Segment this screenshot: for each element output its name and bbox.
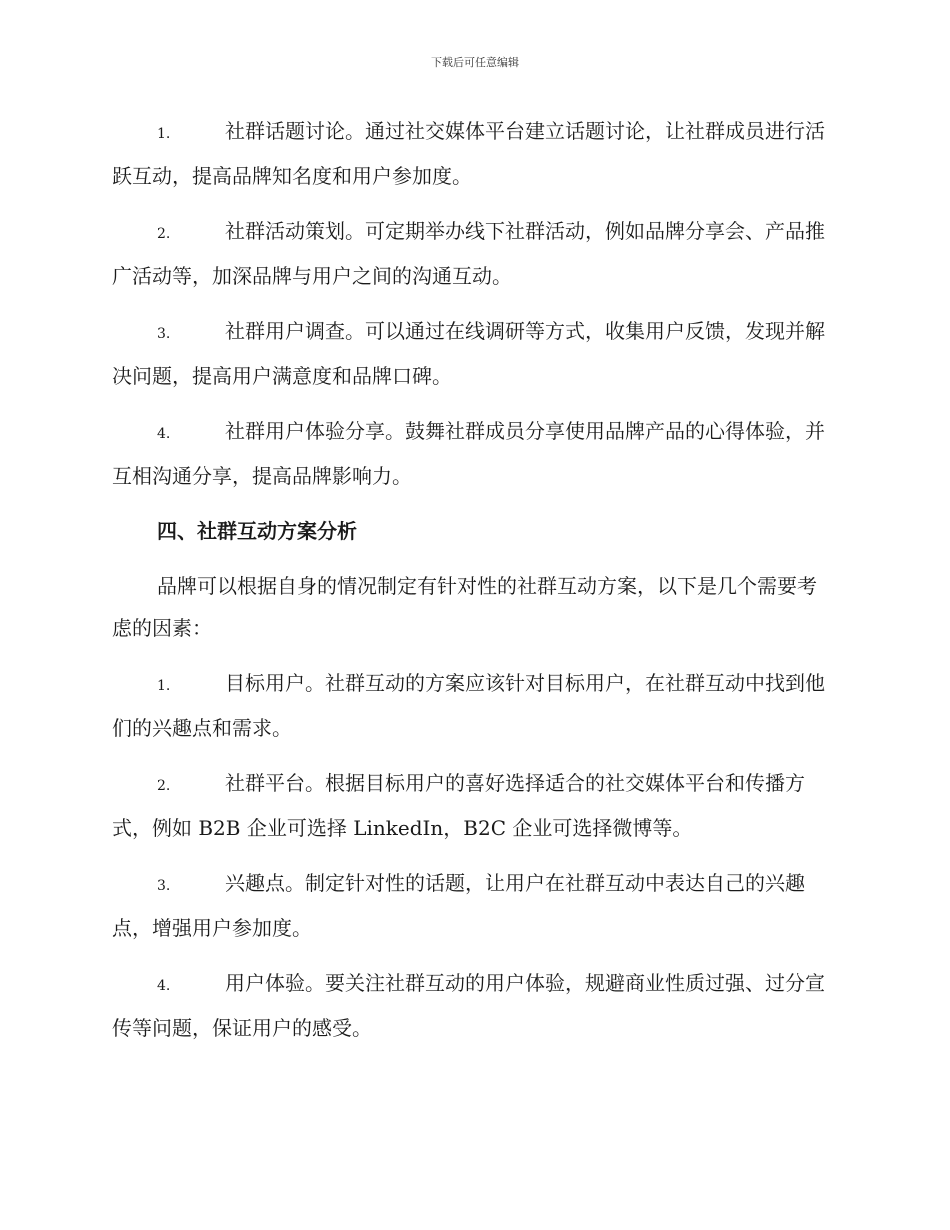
list-text: 目标用户。社群互动的方案应该针对目标用户，在社群互动中找到他们的兴趣点和需求。 xyxy=(112,671,825,740)
list-number: 4. xyxy=(157,426,171,442)
section-intro: 品牌可以根据自身的情况制定有针对性的社群互动方案，以下是几个需要考虑的因素： xyxy=(112,574,817,640)
list-text: 社群活动策划。可定期举办线下社群活动，例如品牌分享会、产品推广活动等，加深品牌与用户之间的沟通互动。 xyxy=(112,219,825,288)
list-text: 社群用户调查。可以通过在线调研等方式，收集用户反馈，发现并解决问题，提高用户满意度和品牌口碑。 xyxy=(112,319,825,388)
list-text: 社群用户体验分享。鼓舞社群成员分享使用品牌产品的心得体验，并互相沟通分享，提高品牌影响力。 xyxy=(112,419,825,488)
list-item xyxy=(112,962,834,1049)
document-body xyxy=(112,110,834,1062)
list-item xyxy=(112,862,834,949)
list-item xyxy=(112,410,834,497)
list-item xyxy=(112,662,834,749)
list-item xyxy=(112,110,834,197)
list-text: 社群话题讨论。通过社交媒体平台建立话题讨论，让社群成员进行活跃互动，提高品牌知名度和用户参加度。 xyxy=(112,119,825,188)
page-header: 下载后可任意编辑 xyxy=(431,56,519,69)
list-item xyxy=(112,210,834,297)
list-number: 2. xyxy=(157,226,171,242)
list-number: 2. xyxy=(157,778,171,794)
list-text: 用户体验。要关注社群互动的用户体验，规避商业性质过强、过分宣传等问题，保证用户的感受。 xyxy=(112,971,825,1040)
list-number: 1. xyxy=(157,678,171,694)
section-heading: 四、社群互动方案分析 xyxy=(157,519,357,543)
list-text: 兴趣点。制定针对性的话题，让用户在社群互动中表达自己的兴趣点，增强用户参加度。 xyxy=(112,871,805,940)
list-text: 社群平台。根据目标用户的喜好选择适合的社交媒体平台和传播方式，例如 B2B 企业可选择 LinkedIn，B2C 企业可选择微博等。 xyxy=(112,771,805,840)
list-item xyxy=(112,762,834,849)
list-number: 3. xyxy=(157,878,171,894)
list-number: 3. xyxy=(157,326,171,342)
list-number: 1. xyxy=(157,126,171,142)
list-number: 4. xyxy=(157,978,171,994)
list-item xyxy=(112,310,834,397)
